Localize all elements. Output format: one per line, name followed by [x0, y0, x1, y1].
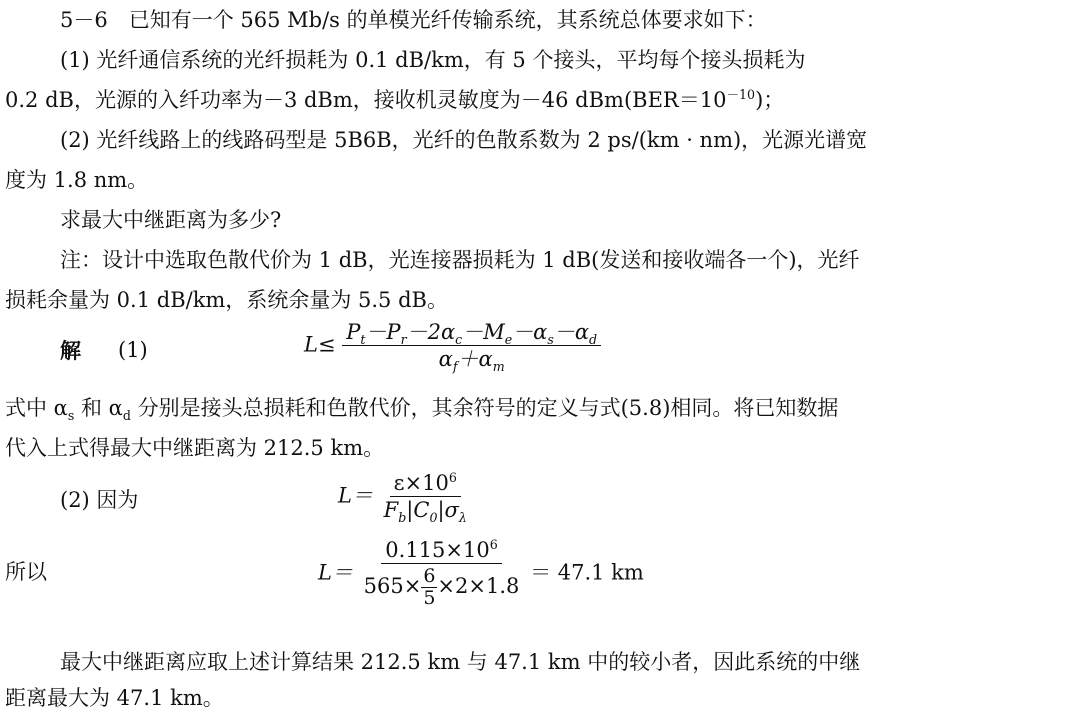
conclusion-line-2: 距离最大为 47.1 km。 — [5, 686, 224, 710]
formula-3-fraction — [360, 537, 524, 609]
formula-2-lhs: L＝ — [338, 483, 373, 508]
problem-note-line-1: 注：设计中选取色散代价为 1 dB，光连接器损耗为 1 dB(发送和接收端各一个)，光纤 — [60, 248, 860, 272]
problem-note-line-2: 损耗余量为 0.1 dB/km，系统余量为 5.5 dB。 — [5, 288, 448, 312]
formula-2-denominator: $F_b|C_0|\sigma_\lambda$ — [383, 498, 467, 526]
inner-fraction-numerator: 6 — [423, 565, 436, 587]
conclusion-line-1: 最大中继距离应取上述计算结果 212.5 km 与 47.1 km 中的较小者，因此系统的中继 — [60, 650, 861, 674]
formula-3-result: ＝ 47.1 km — [530, 560, 644, 585]
formula-3 — [318, 537, 644, 609]
solution-label: 解 — [60, 338, 81, 363]
formula-2-fraction — [380, 470, 471, 526]
part2-label: (2) 因为 — [60, 488, 139, 512]
problem-question: 求最大中继距离为多少? — [60, 208, 282, 232]
formula-3-numerator: $0.115\times 10^6$ — [381, 540, 501, 564]
formula-2 — [338, 470, 471, 526]
problem-title-line: 5－6 已知有一个 565 Mb/s 的单模光纤传输系统，其系统总体要求如下： — [60, 8, 767, 32]
formula-1-denominator: $\alpha_f+\alpha_m$ — [438, 347, 505, 375]
formula-3-denominator — [360, 564, 524, 608]
formula-1-numerator: $P_t-P_r-2\alpha_c-M_e-\alpha_s-\alpha_d$ — [342, 322, 601, 346]
problem-line-4: (2) 光纤线路上的线路码型是 5B6B，光纤的色散系数为 2 ps/(km · nm)，光源光谱宽 — [60, 128, 868, 152]
part1-label: (1) — [118, 338, 148, 362]
formula-1 — [304, 320, 601, 375]
formula-3-inner-fraction — [421, 567, 437, 608]
so-label: 所以 — [5, 560, 47, 584]
inner-fraction-denominator: 5 — [423, 587, 436, 609]
problem-line-3 — [5, 87, 785, 112]
problem-line-3-end: )； — [755, 88, 785, 112]
formula-1-lhs: L≤ — [304, 332, 336, 357]
formula-1-fraction — [342, 320, 601, 375]
formula-2-numerator: $\varepsilon\times 10^6$ — [390, 473, 461, 497]
problem-line-5: 度为 1.8 nm。 — [5, 168, 149, 192]
problem-line-3-text: 0.2 dB，光源的入纤功率为－3 dBm，接收机灵敏度为－46 dBm(BER＝10 — [5, 88, 727, 112]
solution-line-9: 式中 $\alpha_s$ 和 $\alpha_d$ 分别是接头总损耗和色散代价，其余符号的定义与式(5.8)相同。将已知数据 — [5, 396, 839, 424]
ber-exponent: －10 — [726, 87, 756, 102]
problem-line-2: (1) 光纤通信系统的光纤损耗为 0.1 dB/km，有 5 个接头，平均每个接头损耗为 — [60, 48, 806, 72]
formula-3-den-b: ×2×1.8 — [437, 574, 520, 598]
formula-3-lhs: L＝ — [318, 560, 353, 585]
solution-line-10: 代入上式得最大中继距离为 212.5 km。 — [5, 436, 385, 460]
formula-3-den-a: 565× — [363, 574, 422, 598]
